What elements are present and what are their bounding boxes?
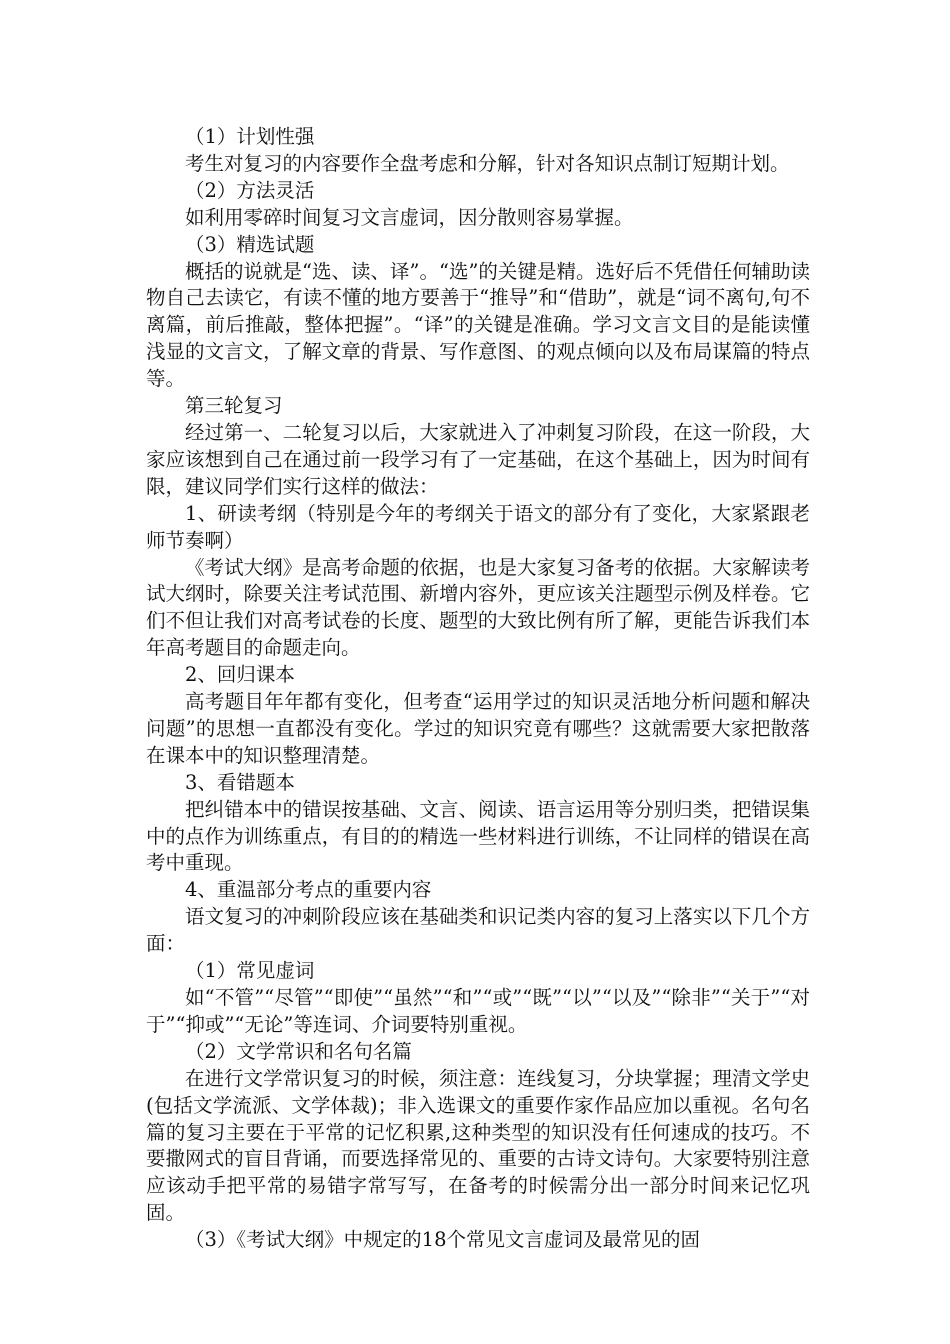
body-paragraph: 语文复习的冲刺阶段应该在基础类和识记类内容的复习上落实以下几个方面： (146, 905, 810, 956)
heading-literature: （2）文学常识和名句名篇 (185, 1039, 412, 1063)
body-paragraph: 如利用零碎时间复习文言虚词，因分散则容易掌握。 (185, 205, 634, 229)
body-paragraph: 概括的说就是“选、读、译”。“选”的关键是精。选好后不凭借任何辅助读物自己去读它，有读不懂的地方要善于“推导”和“借助”，就是“词不离句,句不离篇，前后推敲，整体把握”。“译”的关键是准确。学习文言文目的是能读懂浅显的文言文，了解文章的背景、写作意图、的观点倾向以及布局谋篇的特点等。 (146, 259, 810, 391)
body-paragraph: 经过第一、二轮复习以后，大家就进入了冲刺复习阶段，在这一阶段，大家应该想到自己在通过前一段学习有了一定基础，在这个基础上，因为时间有限，建议同学们实行这样的做法： (146, 420, 810, 498)
heading-classical-function-words: （3）《考试大纲》中规定的18个常见文言虚词及最常见的固 (185, 1228, 700, 1252)
document-page (146, 124, 810, 1254)
heading-review-key-points: 4、重温部分考点的重要内容 (185, 878, 432, 902)
body-paragraph: 在进行文学常识复习的时候，须注意：连线复习，分块掌握；理清文学史(包括文学流派、文学体裁)；非入选课文的重要作家作品应加以重视。名句名篇的复习主要在于平常的记忆积累,这种类型的知识没有任何速成的技巧。不要撒网式的盲目背诵，而要选择常见的、重要的古诗文诗句。大家要特别注意应该动手把平常的易错字常写写，在备考的时候需分出一部分时间来记忆巩固。 (146, 1066, 810, 1225)
body-paragraph: 考生对复习的内容要作全盘考虑和分解，针对各知识点制订短期计划。 (185, 151, 790, 175)
heading-planning: （1）计划性强 (185, 125, 315, 148)
heading-return-textbook: 2、回归课本 (185, 663, 295, 687)
body-paragraph: 高考题目年年都有变化，但考查“运用学过的知识灵活地分析问题和解决问题”的思想一直都没有变化。学过的知识究竟有哪些？这就需要大家把散落在课本中的知识整理清楚。 (146, 690, 810, 767)
heading-function-words: （1）常见虚词 (185, 959, 315, 983)
heading-flexible-method: （2）方法灵活 (185, 178, 315, 202)
heading-error-notebook: 3、看错题本 (185, 770, 295, 794)
heading-study-outline: 1、研读考纲（特别是今年的考纲关于语文的部分有了变化，大家紧跟老师节奏啊） (146, 501, 810, 552)
body-paragraph: 《考试大纲》是高考命题的依据，也是大家复习备考的依据。大家解读考试大纲时，除要关注考试范围、新增内容外，更应该关注题型示例及样卷。它们不但让我们对高考试卷的长度、题型的大致比例有所了解，更能告诉我们本年高考题目的命题走向。 (146, 555, 810, 660)
body-paragraph: 把纠错本中的错误按基础、文言、阅读、语言运用等分别归类，把错误集中的点作为训练重点，有目的的精选一些材料进行训练，不让同样的错误在高考中重现。 (146, 797, 810, 875)
heading-select-questions: （3）精选试题 (185, 232, 315, 256)
body-paragraph: 如“不管”“尽管”“即使”“虽然”“和”“或”“既”“以”“以及”“除非”“关于”“对于”“抑或”“无论”等连词、介词要特别重视。 (146, 986, 810, 1036)
heading-third-round: 第三轮复习 (185, 394, 283, 418)
